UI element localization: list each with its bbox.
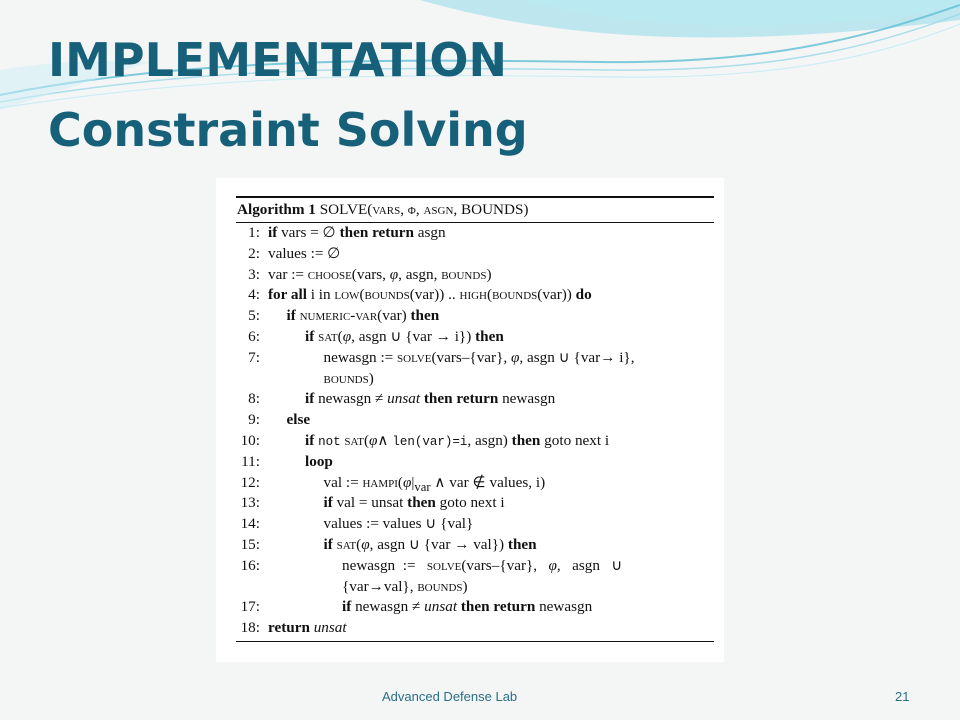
line-number: 10: bbox=[240, 431, 260, 449]
footer-text: Advanced Defense Lab bbox=[382, 689, 518, 704]
line-code: if numeric-var(var) then bbox=[286, 307, 440, 325]
line-code: if vars = ∅ then return asgn bbox=[268, 224, 446, 241]
algorithm-line bbox=[236, 265, 714, 286]
line-code: {var→val}, bounds) bbox=[342, 577, 468, 595]
algorithm-line bbox=[236, 244, 714, 265]
line-number: 1: bbox=[248, 224, 260, 241]
line-code: newasgn := solve(vars–{var}, φ, asgn ∪ {var→ i}, bbox=[323, 348, 635, 366]
line-code: values := values ∪ {val} bbox=[323, 515, 474, 533]
line-number: 14: bbox=[240, 515, 260, 533]
line-code: if newasgn ≠ unsat then return newasgn bbox=[305, 390, 556, 408]
algorithm-line bbox=[236, 348, 714, 369]
line-number: 13: bbox=[240, 494, 260, 512]
line-number: 5: bbox=[248, 307, 260, 325]
bottom-rule bbox=[236, 641, 714, 642]
algorithm-line bbox=[236, 285, 714, 306]
algorithm-line bbox=[236, 369, 714, 390]
line-code: val := $hampi(\varphi|_{var}$ ∧ var ∉ values, i) bbox=[323, 473, 546, 494]
line-number: 12: bbox=[240, 473, 260, 491]
algorithm-box bbox=[236, 196, 714, 642]
page-number: 21 bbox=[895, 689, 910, 704]
algorithm-line bbox=[236, 306, 714, 327]
line-number: 9: bbox=[248, 411, 260, 429]
line-number: 15: bbox=[240, 535, 260, 553]
algorithm-line bbox=[236, 597, 714, 618]
line-code: loop bbox=[305, 452, 333, 470]
algorithm-line bbox=[236, 223, 714, 244]
line-code: if sat(φ, asgn ∪ {var → i}) then bbox=[305, 327, 504, 345]
line-number: 17: bbox=[240, 598, 260, 616]
algorithm-signature: SOLVE(vars, φ, asgn, BOUNDS) bbox=[319, 201, 529, 218]
line-code: if val = unsat then goto next i bbox=[323, 494, 505, 512]
line-number: 6: bbox=[248, 327, 260, 345]
algorithm-line bbox=[236, 577, 714, 598]
line-number: 4: bbox=[248, 286, 260, 304]
algorithm-line bbox=[236, 327, 714, 348]
line-number: 3: bbox=[248, 265, 260, 283]
line-code: values := ∅ bbox=[268, 244, 341, 262]
algorithm-line bbox=[236, 618, 714, 639]
line-code: if not sat(φ∧ len(var)=i, asgn) then goto next i bbox=[305, 431, 610, 449]
line-number: 11: bbox=[241, 452, 260, 470]
algorithm-line bbox=[236, 473, 714, 494]
line-code: var := choose(vars, φ, asgn, bounds) bbox=[268, 265, 492, 283]
line-code: newasgn := solve(vars–{var}, φ, asgn ∪ bbox=[342, 556, 623, 574]
line-number: 2: bbox=[248, 244, 260, 262]
line-code: bounds) bbox=[323, 369, 374, 387]
algorithm-label: Algorithm 1 bbox=[237, 201, 316, 218]
algorithm-line bbox=[236, 389, 714, 410]
algorithm-lines bbox=[236, 223, 714, 639]
algorithm-line bbox=[236, 410, 714, 431]
algorithm-line bbox=[236, 514, 714, 535]
line-code: return unsat bbox=[268, 619, 347, 637]
slide-subtitle: Constraint Solving bbox=[48, 103, 528, 157]
line-code: if sat(φ, asgn ∪ {var → val}) then bbox=[323, 535, 537, 553]
algorithm-line bbox=[236, 535, 714, 556]
line-number: 8: bbox=[248, 390, 260, 408]
algorithm-line bbox=[236, 556, 714, 577]
slide-title: IMPLEMENTATION bbox=[48, 33, 507, 87]
algorithm-header bbox=[236, 198, 714, 222]
line-number: 7: bbox=[248, 348, 260, 366]
line-code: for all i in low(bounds(var)) .. high(bounds(var)) do bbox=[268, 286, 592, 304]
line-code: if newasgn ≠ unsat then return newasgn bbox=[342, 598, 593, 616]
algorithm-line bbox=[236, 493, 714, 514]
algorithm-line bbox=[236, 452, 714, 473]
line-code: else bbox=[286, 411, 311, 429]
algorithm-line bbox=[236, 431, 714, 452]
algorithm-figure bbox=[216, 178, 724, 662]
line-number: 16: bbox=[240, 556, 260, 574]
line-number: 18: bbox=[240, 619, 260, 637]
